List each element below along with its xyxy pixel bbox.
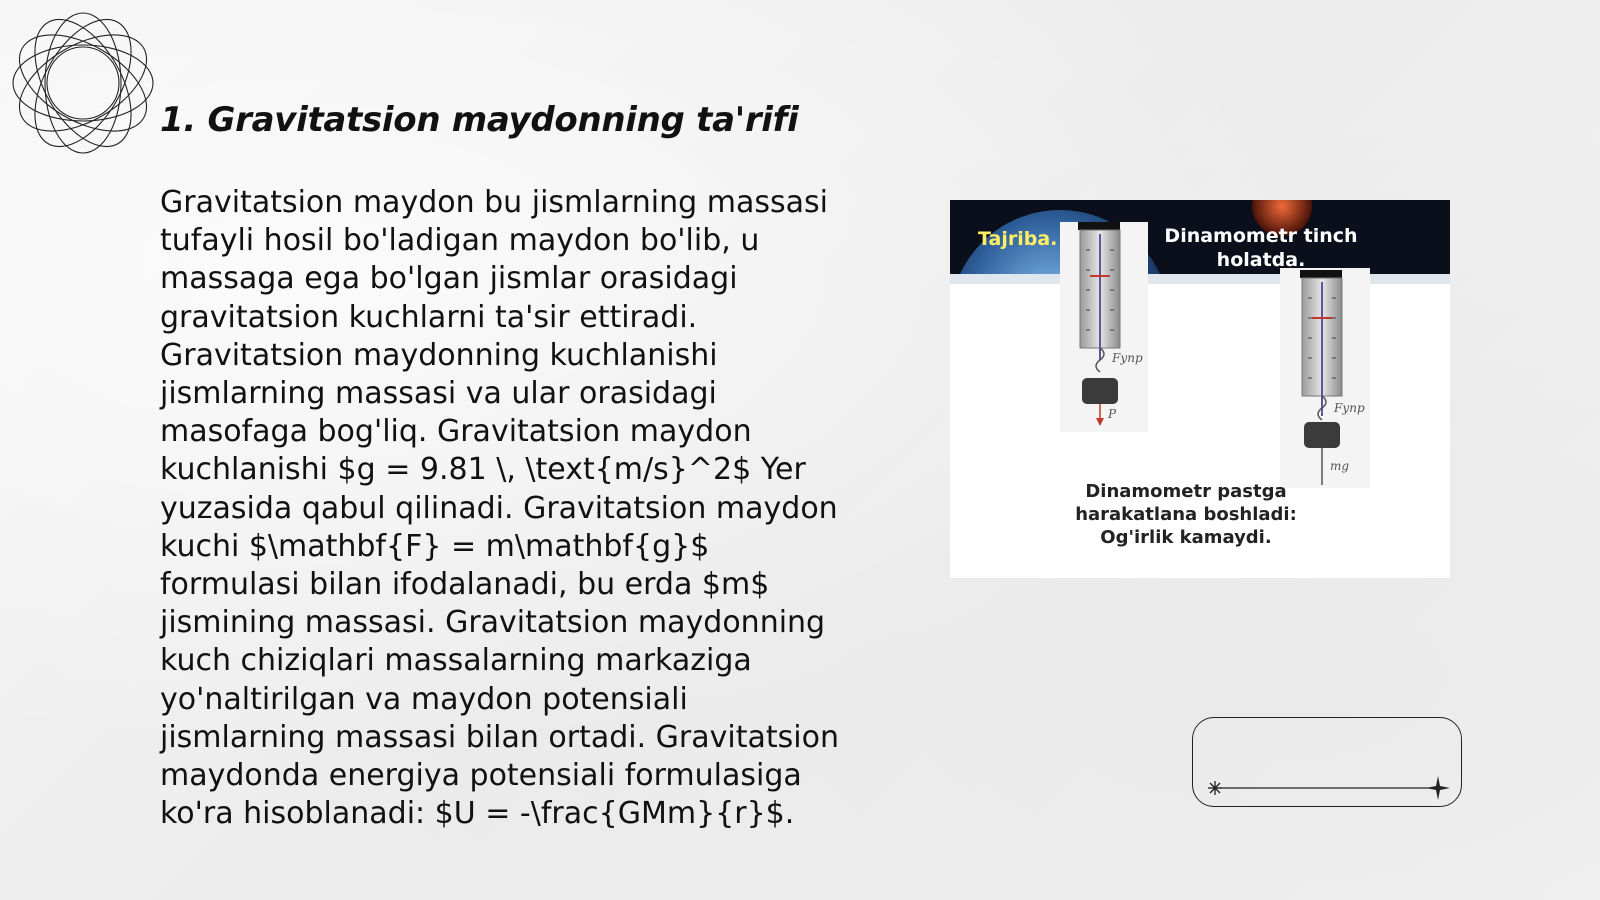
force-label-left-lower: P [1108, 407, 1117, 421]
slide-body-text: Gravitatsion maydon bu jismlarning massasi tufayli hosil bo'ladigan maydon bo'lib, u massaga ega bo'lgan jismlar orasidagi gravitatsion kuchlarni ta'sir ettiradi. Gravitatsion maydonning kuchlanishi jismlarning massasi va ular orasidagi masofaga bog'liq. Gravitatsion maydon kuchlanishi $g = 9.81 \, \text{m/s}^2$ Yer yuzasida qabul qilinadi. Gravitatsion maydon kuchi $\mathbf{F} = m\mathbf{g}$ formulasi bilan ifodalanadi, bu erda $m$ jismining massasi. Gravitatsion maydonning kuch chiziqlari massalarning markaziga yo'naltirilgan va maydon potensiali jismlarning massasi bilan ortadi. Gravitatsion maydonda energiya potensiali formulasiga ko'ra hisoblanadi: $U = -\frac{GMm}{r}$. [160, 185, 839, 832]
decorative-orb-icon [8, 8, 158, 158]
dynamometer-right [1280, 268, 1370, 488]
figure-caption-top: Dinamometr tinch holatda. [1164, 225, 1358, 271]
force-label-right-lower: mg [1330, 459, 1350, 473]
decorative-frame [1192, 717, 1462, 807]
force-label-left-upper: Fупр [1112, 351, 1143, 365]
force-label-right-upper: Fупр [1334, 401, 1365, 415]
dynamometer-left [1060, 222, 1148, 432]
figure-caption-bottom: Dinamometr pastga harakatlana boshladi: Og'irlik kamaydi. [1075, 481, 1297, 548]
dynamometer-illustration [950, 200, 1450, 578]
figure-label-experiment: Tajriba. [978, 228, 1058, 250]
decorative-line-with-stars-icon [1193, 718, 1463, 808]
slide-title: 1. Gravitatsion maydonning ta'rifi [160, 100, 799, 140]
